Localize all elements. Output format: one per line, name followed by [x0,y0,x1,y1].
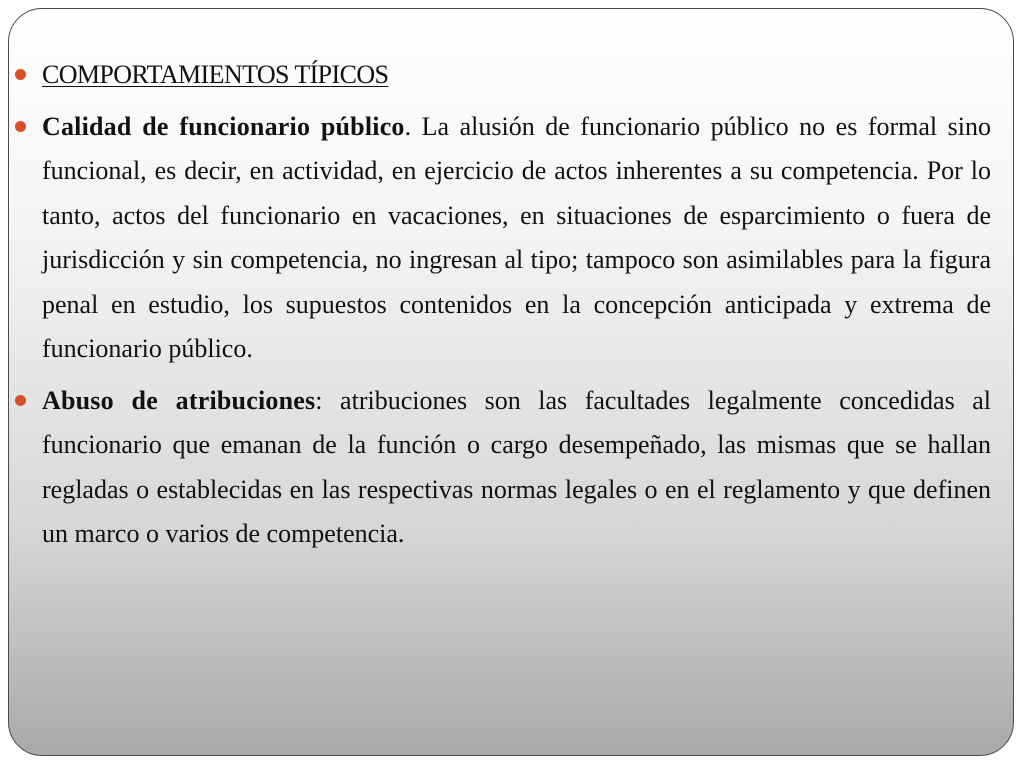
slide [8,8,1014,756]
separator-abuso: : [315,385,323,415]
slide-content [9,53,991,557]
bullet-dot-icon [15,69,26,80]
text-abuso: atribuciones son las facultades legalmente concedidas al funcionario que emanan de la función o cargo desempeñado, las mismas que se hallan regladas o establecidas en las respectivas normas legales o en el reglamento y que definen un marco o varios de competencia. [42,385,991,548]
term-calidad: Calidad de funcionario público [42,111,405,141]
heading-text: COMPORTAMIENTOS TÍPICOS [42,60,389,89]
bullet-abuso [9,379,991,557]
bullet-dot-icon [15,121,26,132]
bullet-dot-icon [15,395,26,406]
bullet-heading [9,53,991,98]
term-abuso: Abuso de atribuciones [42,385,316,415]
separator-calidad: . [404,111,412,141]
bullet-calidad [9,105,991,372]
text-calidad: La alusión de funcionario público no es formal sino funcional, es decir, en actividad, en ejercicio de actos inherentes a su competencia. Por lo tanto, actos del funcionario en vacaciones, en situaciones de esparcimiento o fuera de jurisdicción y sin competencia, no ingresan al tipo; tampoco son asimilables para la figura penal en estudio, los supuestos contenidos en la concepción anticipada y extrema de funcionario público. [42,111,992,363]
